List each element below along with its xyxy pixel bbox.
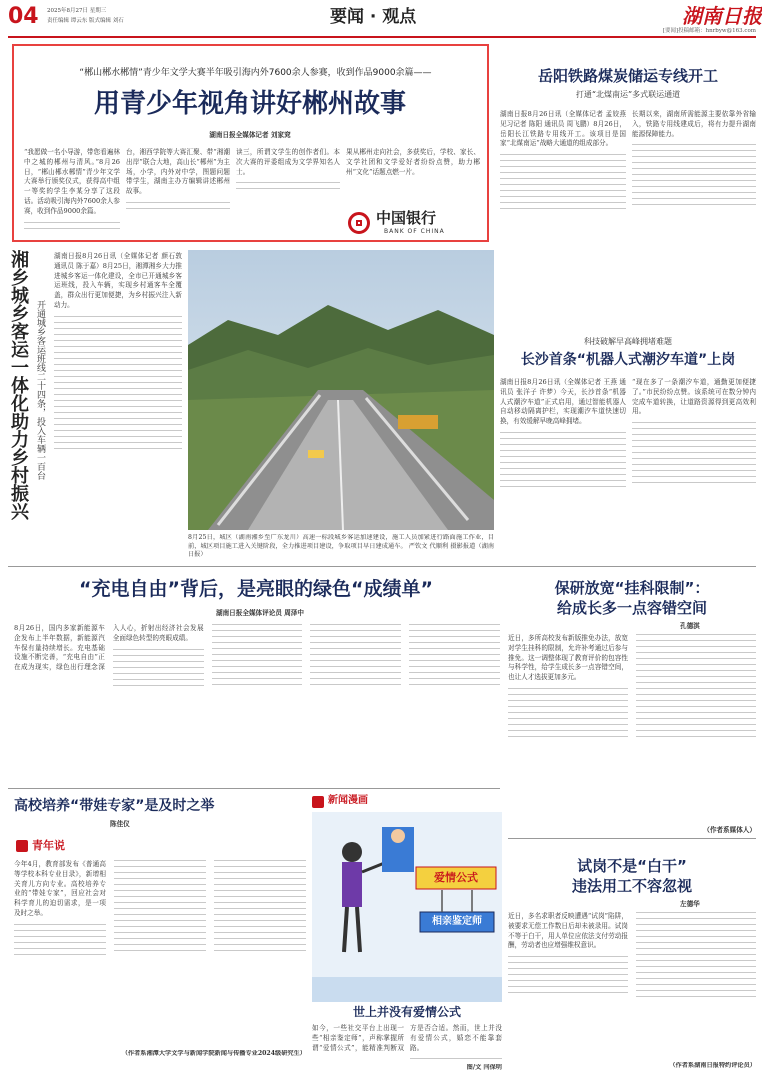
page-number: 04 <box>8 4 39 29</box>
lead-column-4: 果从郴州走向社会，多获奖后，学校、家长、文学社团和文学爱好者纷纷点赞，助力郴州“文化”话题点燃一片。 <box>346 148 480 176</box>
cartoon-badge-icon <box>312 796 324 808</box>
expert-byline: 陈佳仪 <box>110 820 130 828</box>
robot-kicker: 科技破解早高峰拥堵难题 <box>584 337 672 346</box>
tolerance-footnote: （作者系媒体人） <box>703 826 756 834</box>
youth-column-badge <box>16 838 96 856</box>
section-divider-3 <box>508 838 756 839</box>
rail-column-2: 长期以来，湖南所需能源主要依靠外省输入，铁路专用线建成后，将有力提升湖南能源保障能力。 <box>632 110 756 292</box>
trial-footnote: （作者系湖南日报特约评论员） <box>669 1062 756 1069</box>
cartoon-sign-top: 爱情公式 <box>434 871 478 884</box>
rail-column-1: 湖南日报8月26日讯（全媒体记者 孟姣燕 见习记者 陈阳 通讯员 周飞鹏）8月26日，岳阳长江铁路专用线开工。该项目是国家“北煤南运”战略大通道的组成部分。 <box>500 110 626 292</box>
trial-headline-line1: 试岗不是“白干” <box>577 857 687 875</box>
lead-column-3: 读三，所谓文学生的创作者们。本次大赛的评委组成为文学界知名人士。 <box>236 148 340 236</box>
township-vertical-subtitle: 开通城乡客运班线二十四条，投入车辆一百台 <box>35 300 45 480</box>
charging-body: 8月26日，国内多家新能源车企发布上半年数据，新能源汽车保有量持续增长。充电基础设施不断完善，“充电自由”正在成为现实，绿色出行理念深入人心，折射出经济社会发展全面绿色转型的亮眼成绩。 <box>14 624 500 784</box>
charging-byline: 湖南日报全媒体评论员 周泽中 <box>215 609 304 617</box>
lead-column-1: “我愿做一名小导游，带您看遍林中之城的郴州与清风。”8月26日，“郴山郴水郴情”青少年文学大赛举行颁奖仪式，获得高中组一等奖的学生李某分享了这段话。活动吸引海内外7600余人参赛，收到作品9000余篇。 <box>24 148 120 236</box>
trial-byline: 左德华 <box>680 900 700 908</box>
bank-name-en: BANK OF CHINA <box>384 228 445 235</box>
bank-name-cn: 中国银行 <box>376 209 437 227</box>
section-title: 要闻 · 观点 <box>330 7 417 27</box>
cartoon-sign-bottom: 相亲鉴定师 <box>432 916 482 927</box>
township-vertical-title: 湘乡城乡客运一体化助力乡村振兴 <box>8 250 29 520</box>
expert-body: 今年4月，教育部发布《普通高等学校本科专业目录》，新增相关育儿方向专业。高校培养专业的“带娃专家”，回应社会对科学育儿的迫切需求，是一项及时之举。 <box>14 860 306 1046</box>
highway-photo <box>188 250 494 530</box>
robot-headline: 长沙首条“机器人式潮汐车道”上岗 <box>520 352 736 368</box>
youth-badge-label: 青年说 <box>32 839 65 852</box>
trial-body: 近日，多名求职者反映遭遇“试岗”陷阱，被要求无偿工作数日后却未被录用。试岗不等于白干，用人单位应依法支付劳动报酬，劳动者也应增强维权意识。 <box>508 912 756 1060</box>
tolerance-headline-line1: 保研放宽“挂科限制”： <box>554 579 710 597</box>
robot-column-1: 湖南日报8月26日讯（全媒体记者 王燕 通讯员 张洋子 许梦）今天，长沙首条“机器人式潮汐车道”正式启用，通过智能机器人自动移动隔离护栏，实现潮汐车道快速切换，有效缓解早晚高峰拥堵。 <box>500 378 626 556</box>
lead-headline: 用青少年视角讲好郴州故事 <box>93 89 406 119</box>
rail-headline: 岳阳铁路煤炭储运专线开工 <box>537 67 718 85</box>
tolerance-byline: 孔德淇 <box>680 622 700 630</box>
date-line: 2025年8月27日 星期三 <box>47 8 107 14</box>
cartoon-credit: 图/文 闫保明 <box>466 1064 502 1071</box>
trial-headline-line2: 违法用工不容忽视 <box>571 877 692 895</box>
bank-of-china-logo <box>346 208 484 240</box>
cartoon-body: 如今，一些社交平台上出现一些“相亲鉴定师”，声称掌握所谓“爱情公式”，能精准判断双方是否合适。然而，世上并没有爱情公式，婚恋不能靠套路。 <box>312 1024 502 1064</box>
charging-headline: “充电自由”背后，是亮眼的绿色“成绩单” <box>79 578 433 600</box>
masthead-rule <box>8 36 756 38</box>
robot-column-2: “现在多了一条潮汐车道，通勤更加便捷了。”市民纷纷点赞。该系统可在数分钟内完成车道转换，让道路资源得到更高效利用。 <box>632 378 756 556</box>
cartoon-title: 世上并没有爱情公式 <box>352 1005 461 1019</box>
section-divider <box>8 566 756 567</box>
photo-caption: 8月25日，城区（湖南湘乡至广东龙川）高速一标段城乡客运加速建设，施工人员加紧进行路面施工作业，目前，城区项目施工进入关键阶段，全力推进项目建设，争取项目早日建成通车。 严钦文 代顺利 摄影报道（湖南日报） <box>188 534 494 558</box>
cartoon-badge-label: 新闻漫画 <box>328 795 368 806</box>
lead-byline: 湖南日报全媒体记者 刘家窕 <box>209 131 291 139</box>
section-divider-2 <box>8 788 500 789</box>
hotline: [要闻]投稿邮箱：hnrbyw@163.com <box>662 28 756 34</box>
township-body: 湖南日报8月26日讯（全媒体记者 颜石敦 通讯员 陈于嘉）8月25日，湘潭湘乡大力推进城乡客运一体化建设，全市已开通城乡客运班线，投入车辆，实现乡村通客车全覆盖，群众出行更加便捷，为乡村振兴注入新动力。 <box>54 252 182 544</box>
lead-subtitle: “郴山郴水郴情”青少年文学大赛半年吸引海内外7600余人参赛，收到作品9000余篇—— <box>79 68 432 78</box>
rail-subtitle: 打通“北煤南运”多式联运通道 <box>575 90 681 99</box>
expert-headline: 高校培养“带娃专家”是及时之举 <box>14 798 215 814</box>
lead-column-2: 台，湘西学院等大赛汇聚、带“湘潮出岸”联合大地，高山长“郴州”为主场，小学，内外对中学，图题问题带学生，湖南主办方编辑讲述郴州故事。 <box>126 148 230 236</box>
newspaper-name: 湖南日报 <box>682 4 762 28</box>
expert-footnote: （作者系湘潭大学文学与新闻学院新闻与传播专业2024级研究生） <box>121 1050 306 1057</box>
tolerance-body: 近日，多所高校发布新版推免办法，放宽对学生挂科的限制，允许补考通过后参与推免。这一调整体现了教育评价的包容性与科学性，给学生成长多一点容错空间，也让人才选拔更加多元。 <box>508 634 756 820</box>
tolerance-headline-line2: 给成长多一点容错空间 <box>556 599 707 617</box>
bank-logo-emblem <box>348 212 370 234</box>
youth-badge-icon <box>16 840 28 852</box>
cartoon-illustration <box>312 812 502 1002</box>
editor-line: 责任编辑 谭云东 版式编辑 刘石 <box>47 18 124 24</box>
cartoon-column-badge <box>312 794 402 810</box>
